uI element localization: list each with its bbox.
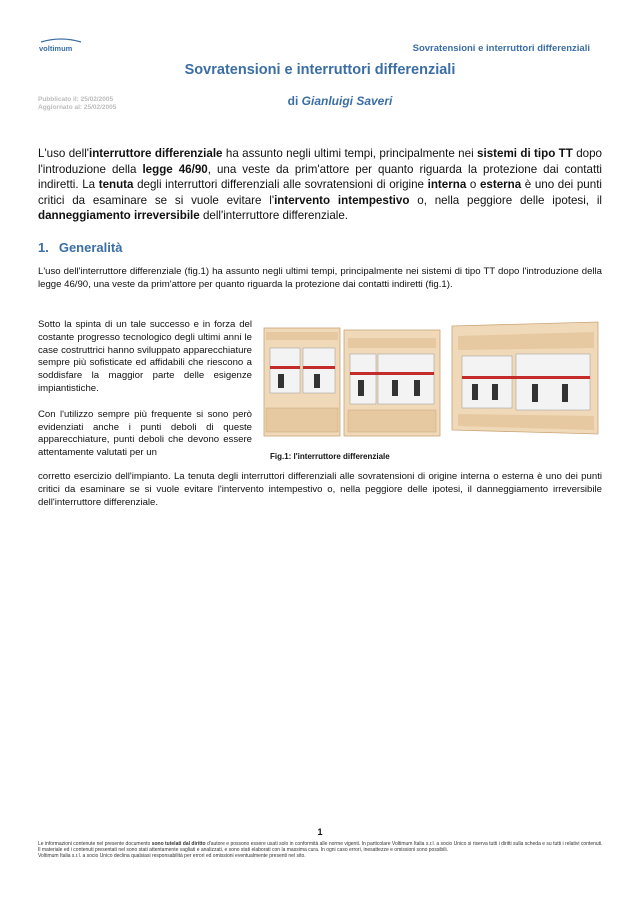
svg-text:voltimum: voltimum bbox=[39, 44, 73, 53]
page-number: 1 bbox=[317, 827, 323, 837]
intro-paragraph: L'uso dell'interruttore differenziale ha assunto negli ultimi tempi, principalmente nei sistemi di tipo TT dopo l'introduzione della legge 46/90, una veste da prim'attore per quanto riguarda la protezione dai contatti indiretti. La tenuta degli interruttori differenziali alle sovratensioni di origine interna o esterna è uno dei punti critici da esaminare se si vuole evitare l'intervento intempestivo o, nella peggiore delle ipotesi, il danneggiamento irreversibile dell'interruttore differenziale. bbox=[38, 147, 603, 222]
figure-caption: Fig.1: l'interruttore differenziale bbox=[270, 452, 390, 461]
running-header: Sovratensioni e interruttori differenziali bbox=[412, 43, 590, 54]
body-paragraph-2: Sotto la spinta di un tale successo e in forza del costante progresso tecnologico degli ultimi anni le case costruttrici hanno sviluppato apparecchiature sempre più sofisticate ed affidabili che riescono a soddisfare la maggior parte delle esigenze impiantistiche. bbox=[38, 319, 252, 394]
body-paragraph-4: corretto esercizio dell'impianto. La tenuta degli interruttori differenziali alle sovratensioni di origine interna o esterna è uno dei punti critici da esaminare se si vuole evitare l'intervento intempestivo o, nella peggiore delle ipotesi, il danneggiamento irreversibile dell'interruttore differenziale. bbox=[38, 471, 602, 509]
body-paragraph-1: L'uso dell'interruttore differenziale (fig.1) ha assunto negli ultimi tempi, principalmente nei sistemi di tipo TT dopo l'introduzione della legge 46/90, una veste da prim'attore per quanto riguarda la protezione dai contatti indiretti (fig.1). bbox=[38, 266, 602, 290]
side-column bbox=[38, 319, 252, 473]
byline-prefix: di bbox=[287, 94, 299, 108]
updated-date: Aggiornato al: 25/02/2005 bbox=[38, 104, 117, 111]
footer-line-1: Le informazioni contenute nel presente documento sono tutelati dal diritto d'autore e possono essere usati solo in conformità alle norme vigenti. In particolare Voltimum Italia s.r.l. a socio Unico si riserva tutti i diritti sulla scheda e su tutti i relativi contenuti. bbox=[38, 841, 603, 847]
figure-circuit-breakers bbox=[262, 318, 602, 438]
legal-footer bbox=[38, 841, 608, 859]
byline bbox=[0, 94, 640, 108]
footer-line-2: Il materiale ed i contenuti presentati nel sono stati attentamente vagliati e analizzati, e sono stati elaborati con la massima cura. In ogni caso errori, inesattezze e omissioni sono possibili. bbox=[38, 847, 448, 853]
footer-line-3: Voltimum Italia s.r.l. a socio Unico declina qualsiasi responsabilità per errori ed omissioni eventualmente presenti nel sito. bbox=[38, 853, 306, 859]
section-title: Generalità bbox=[58, 240, 123, 255]
author-name: Gianluigi Saveri bbox=[301, 94, 393, 108]
section-number: 1. bbox=[38, 240, 49, 255]
document-title: Sovratensioni e interruttori differenziali bbox=[184, 62, 456, 78]
voltimum-logo bbox=[38, 38, 84, 56]
section-heading bbox=[38, 240, 132, 255]
published-date: Pubblicato il: 25/02/2005 bbox=[38, 96, 114, 103]
body-paragraph-3: Con l'utilizzo sempre più frequente si sono però evidenziati anche i punti deboli di queste apparecchiature, punti deboli che devono essere attentamente valutati per un bbox=[38, 408, 252, 459]
